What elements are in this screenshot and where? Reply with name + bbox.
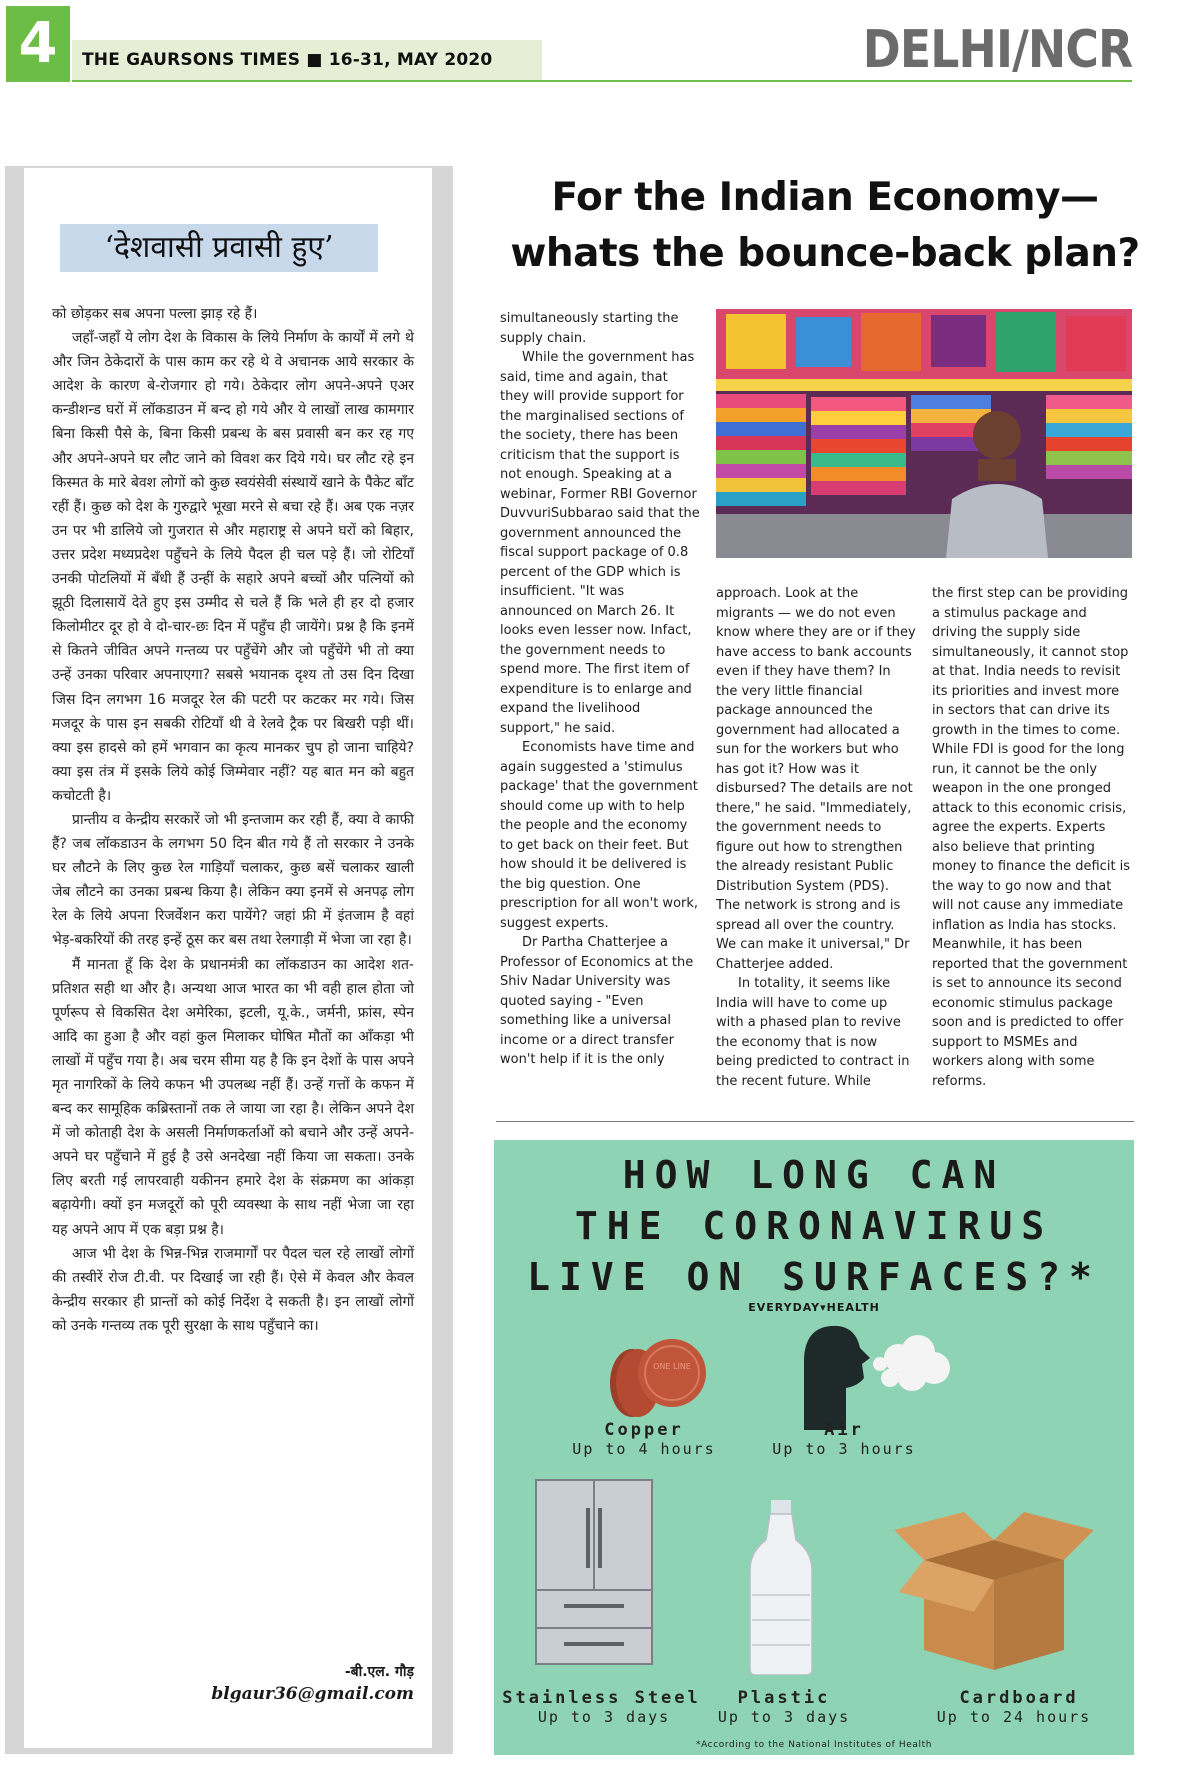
coin-text: ONE LINE bbox=[653, 1362, 691, 1371]
item-duration-stainless-steel: Up to 3 days bbox=[537, 1708, 671, 1726]
infographic-title-line: THE CORONAVIRUS bbox=[574, 1204, 1054, 1248]
cardboard-box-icon bbox=[894, 1500, 1094, 1672]
article-column-1 bbox=[500, 309, 700, 1070]
item-name-copper: Copper bbox=[604, 1420, 684, 1440]
article-paragraph: simultaneously starting the supply chain. bbox=[500, 311, 679, 346]
hindi-paragraph: जहाँ-जहाँ ये लोग देश के विकास के लिये निर्माण के कार्यों में लगे थे और जिन ठेकेदारों के पास काम कर रहे थे वे अचानक आये सरकार के आदेश के कारण बे-रोजगार हो गये। ठेकेदार लोग अपने-अपने एअर कन्डीशन्ड घरों में लॉकडाउन में बन्द हो गये और ये लाखों लाख कामगार बिना किसी पैसे के, बिना किसी प्रबन्ध के बस प्रवासी बन कर रह गए और अपने-अपने घर लौट जाने को विवश कर दिये गये। घर लौट रहे इन किस्मत के मारे बेवश लोगों को कुछ स्वयंसेवी संस्थायें खाने के पैकेट बाँट रहीं हैं। कुछ को देश के गुरुद्वारे भूखा मरने से बचा रहे हैं। अब एक नज़र उन पर भी डालिये जो गुजरात से और महाराष्ट्र से अपने घरों को बिहार, उत्तर प्रदेश मध्यप्रदेश पहुँचने के लिये पैदल ही चल पड़े हैं। जो रोटियाँ उनकी पोटलियों में बँधी हैं उन्हीं के सहारे अपने बच्चों और पत्नियों को झूठी दिलासायें देते हुए इस उम्मीद से चले हैं कि भले ही हर दो हजार किलोमीटर दूर हो वे दो-चार-छः दिन में पहुँच ही जायेंगे। प्रश्न है कि इनमें से कितने जीवित अपने गन्तव्य पर पहुँचेंगे और जो पहुँचेंगे भी तो क्या उन्हें उनका परिवार अपनाएगा? सबसे भयानक दृश्य तो उस दिन दिखा जिस दिन लगभग 16 मजदूर रेल की पटरी पर कटकर मर गये। जिस मजदूर के पास इन सबकी रोटियाँ थी वे रेलवे ट्रैक पर बिखरी पड़ी थीं। क्या इस हादसे को हमें भगवान का कृत्य मानकर चुप हो जाना चाहिये? क्या इस तंत्र में इसके लिये कोई जिम्मेवार नहीं? यह बात मन को बहुत कचोटती है। bbox=[52, 330, 414, 804]
item-name-plastic: Plastic bbox=[737, 1688, 831, 1708]
headline-line-2: whats the bounce-back plan? bbox=[510, 231, 1140, 276]
infographic-title-line: LIVE ON SURFACES?* bbox=[527, 1255, 1101, 1299]
article-photo bbox=[716, 309, 1132, 558]
infographic-footnote: *According to the National Institutes of Health bbox=[695, 1740, 933, 1750]
article-paragraph: Economists have time and again suggested a 'stimulus package' that the government should come up with to help the people and the economy to get back on their feet. But how should it be delivered is the big question. One prescription for all won't work, suggest experts. bbox=[500, 740, 699, 931]
item-name-air: Air bbox=[824, 1420, 864, 1440]
main-headline bbox=[470, 170, 1180, 282]
hindi-article-title: ‘देशवासी प्रवासी हुए’ bbox=[60, 224, 378, 272]
item-duration-air: Up to 3 hours bbox=[772, 1440, 916, 1458]
author-email[interactable]: blgaur36@gmail.com bbox=[211, 1684, 414, 1704]
item-name-stainless-steel: Stainless Steel bbox=[502, 1688, 701, 1708]
infographic-title-line: HOW LONG CAN bbox=[622, 1153, 1006, 1197]
hindi-article-body bbox=[52, 302, 414, 1338]
plastic-bottle-icon bbox=[746, 1500, 816, 1675]
fabric-stall-illustration bbox=[716, 309, 1132, 558]
page-number: 4 bbox=[6, 6, 70, 82]
article-paragraph: approach. Look at the migrants — we do not even know where they are or if they have access to bank accounts even if they have them? In the very little financial package announced the government had allocated a sun for the workers but who has got it? How was it disbursed? The details are not there," he said. "Immediately, the government needs to figure out how to strengthen the already resistant Public Distribution System (PDS). The network is strong and is spread all over the country. We can make it universal," Dr Chatterjee added. bbox=[716, 586, 916, 972]
article-paragraph: In totality, it seems like India will have to come up with a phased plan to revive the economy that is now being predicted to contract in the recent future. While bbox=[716, 976, 910, 1089]
headline-line-1: For the Indian Economy— bbox=[551, 175, 1099, 220]
hindi-paragraph: मैं मानता हूँ कि देश के प्रधानमंत्री का लॉकडाउन का आदेश शत-प्रतिशत सही था और है। अन्यथा आज भारत का भी वही हाल होता जो पूर्णरूप से विकसित देश अमेरिका, इटली, यू.के., जर्मनी, फ्रांस, स्पेन आदि का हुआ है और वहां कुल मिलाकर घोषित मौतों का आँकड़ा भी लाखों में पहुँच गया है। अब चरम सीमा यह है कि इन देशों के पास अपने मृत नागरिकों के लिये कफन भी उपलब्ध नहीं हैं। उन्हें गत्तों के कफन में बन्द कर सामूहिक कब्रिस्तानों तक ले जाया जा रहा है। लेकिन अपने देश में जो कोताही देश के असली निर्माणकर्ताओं को बचाने और उन्हें अपने-अपने घर पहुँचाने में हुई है उसे अनदेखा नहीं किया जा सकता। उनके लिए बरती गई लापरवाही यकीनन हमारे देश के संक्रमण का आंकड़ा बढ़ायेगी। क्यों इन मजदूरों को पूरी व्यवस्था के साथ नहीं भेजा जा रहा यह अपने आप में एक बड़ा प्रश्न है। bbox=[52, 956, 414, 1238]
hindi-byline: -बी.एल. गौड़ bbox=[344, 1664, 414, 1680]
paper-line: THE GAURSONS TIMES ■ 16-31, MAY 2020 bbox=[82, 50, 493, 70]
copper-coins-icon bbox=[602, 1325, 712, 1425]
infographic-title bbox=[494, 1150, 1134, 1303]
article-paragraph: While the government has said, time and again, that they will provide support for the marginalised sections of the society, there has been criticism that the support is not enough. Speaking at a webinar, Former RBI Governor DuvvuriSubbarao said that the government announced the fiscal support package of 0.8 percent of the GDP which is insufficient. "It was announced on March 26. It looks even lesser now. Infact, the government needs to spend more. The first item of expenditure is to enlarge and expand the livelihood support," he said. bbox=[500, 350, 700, 736]
header-rule bbox=[72, 80, 1132, 82]
item-duration-plastic: Up to 3 days bbox=[717, 1708, 851, 1726]
article-bottom-rule bbox=[496, 1121, 1134, 1122]
article-column-3 bbox=[932, 584, 1132, 1091]
refrigerator-icon bbox=[534, 1478, 654, 1666]
masthead-band bbox=[72, 40, 542, 80]
article-paragraph: Dr Partha Chatterjee a Professor of Economics at the Shiv Nadar University was quoted saying - "Even something like a universal income or a direct transfer won't help if it is the only bbox=[500, 935, 694, 1067]
coronavirus-infographic bbox=[494, 1140, 1134, 1755]
everyday-health-logo: EVERYDAY▾HEALTH bbox=[748, 1301, 880, 1314]
hindi-paragraph: को छोड़कर सब अपना पल्ला झाड़ रहे हैं। bbox=[52, 306, 258, 322]
article-column-2 bbox=[716, 584, 916, 1091]
item-name-cardboard: Cardboard bbox=[959, 1688, 1079, 1708]
section-title: DELHI/NCR bbox=[862, 20, 1132, 80]
item-duration-copper: Up to 4 hours bbox=[572, 1440, 716, 1458]
hindi-paragraph: आज भी देश के भिन्न-भिन्न राजमार्गों पर पैदल चल रहे लाखों लोगों की तस्वीरें रोज टी.वी. पर दिखाई जा रही हैं। ऐसे में केवल और केवल केन्द्रीय सरकार ही प्रान्तों को कोई निर्देश दे सकती है। इन लाखों लोगों को उनके गन्तव्य तक पूरी सुरक्षा के साथ पहुँचाने का। bbox=[52, 1245, 414, 1334]
item-duration-cardboard: Up to 24 hours bbox=[936, 1708, 1092, 1726]
hindi-paragraph: प्रान्तीय व केन्द्रीय सरकारें जो भी इन्तजाम कर रही हैं, क्या वे काफी हैं? जब लॉकडाउन के लगभग 50 दिन बीत गये हैं तो सरकार ने उनके घर लौटने के लिए कुछ रेल गाड़ियाँ चलाकर, कुछ बसें चलाकर खाली जेब लौटने का उनका प्रबन्ध किया है। लेकिन क्या इनमें से अनपढ़ लोग रेल के लिये अपना रिजर्वेशन करा पायेंगे? जहां फ्री में इंतजाम है वहां भेड़-बकरियों की तरह इन्हें ठूस कर बस तथा रेलगाड़ी में भेजा जा रहा है। bbox=[52, 811, 414, 949]
sneeze-icon bbox=[794, 1318, 954, 1430]
article-paragraph: the first step can be providing a stimulus package and driving the supply side simultaneously, it cannot stop at that. India needs to revisit its priorities and invest more in sectors that can drive its growth in the times to come. While FDI is good for the long run, it cannot be the only weapon in the one pronged attack to this economic crisis, agree the experts. Experts also believe that printing money to finance the deficit is the way to go now and that will not cause any immediate inflation as India has stocks. Meanwhile, it has been reported that the government is set to announce its second economic stimulus package soon and is predicted to offer support to MSMEs and workers along with some reforms. bbox=[932, 586, 1131, 1089]
